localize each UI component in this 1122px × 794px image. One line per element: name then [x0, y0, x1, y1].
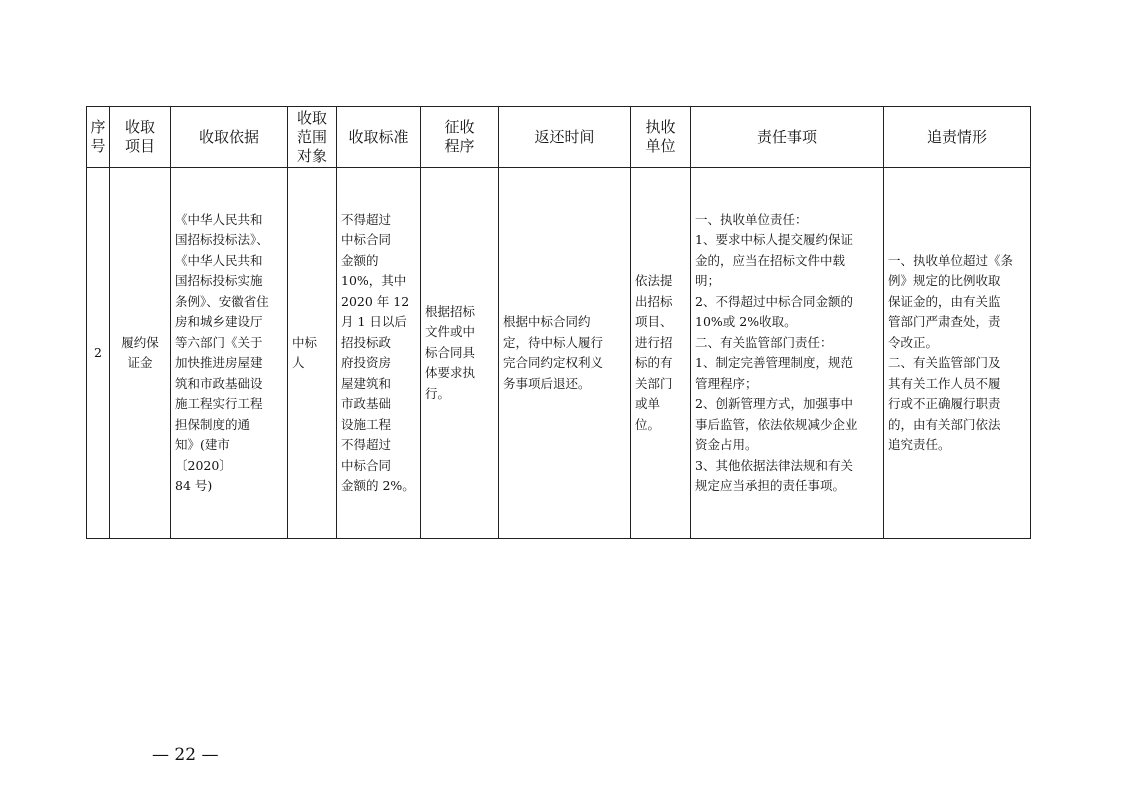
fee-table [86, 106, 1031, 539]
header-unit: 执收 单位 [631, 107, 691, 168]
header-item: 收取 项目 [110, 107, 171, 168]
cell-unit: 依法提 出招标 项目、 进行招 标的有 关部门 或单 位。 [631, 168, 691, 539]
header-row [87, 107, 1031, 168]
header-basis: 收取依据 [171, 107, 288, 168]
header-scope: 收取 范围 对象 [288, 107, 337, 168]
header-seq: 序 号 [87, 107, 110, 168]
cell-item: 履约保 证金 [110, 168, 171, 539]
header-duties: 责任事项 [691, 107, 884, 168]
cell-standard: 不得超过 中标合同 金额的 10%，其中 2020 年 12 月 1 日以后 招投标政 府投资房 屋建筑和 市政基础 设施工程 不得超过 中标合同 金额的 2%。 [337, 168, 421, 539]
cell-seq: 2 [87, 168, 110, 539]
cell-duties: 一、执收单位责任： 1、要求中标人提交履约保证 金的，应当在招标文件中载 明； 2、不得超过中标合同金额的 10%或 2%收取。 二、有关监管部门责任： 1、制定完善管理制度，规范 管理程序； 2、创新管理方式，加强事中 事后监管，依法依规减少企业 资金占用。 3、其他依据法律法规和有关 规定应当承担的责任事项。 [691, 168, 884, 539]
header-standard: 收取标准 [337, 107, 421, 168]
header-refund-time: 返还时间 [499, 107, 631, 168]
header-accountability: 追责情形 [884, 107, 1031, 168]
cell-basis: 《中华人民共和 国招标投标法》、 《中华人民共和 国招标投标实施 条例》、安徽省住 房和城乡建设厅 等六部门《关于 加快推进房屋建 筑和市政基础设 施工程实行工程 担保制度的通 知》(建市〔2020〕 84 号) [171, 168, 288, 539]
cell-procedure: 根据招标 文件或中 标合同具 体要求执 行。 [421, 168, 499, 539]
table-row [87, 168, 1031, 539]
cell-refund-time: 根据中标合同约 定，待中标人履行 完合同约定权利义 务事项后退还。 [499, 168, 631, 539]
header-procedure: 征收 程序 [421, 107, 499, 168]
cell-scope: 中标 人 [288, 168, 337, 539]
cell-accountability: 一、执收单位超过《条 例》规定的比例收取 保证金的，由有关监 管部门严肃查处，责 令改正。 二、有关监管部门及 其有关工作人员不履 行或不正确履行职责 的，由有关部门依法 追究责任。 [884, 168, 1031, 539]
page-number: — 22 — [152, 745, 219, 765]
